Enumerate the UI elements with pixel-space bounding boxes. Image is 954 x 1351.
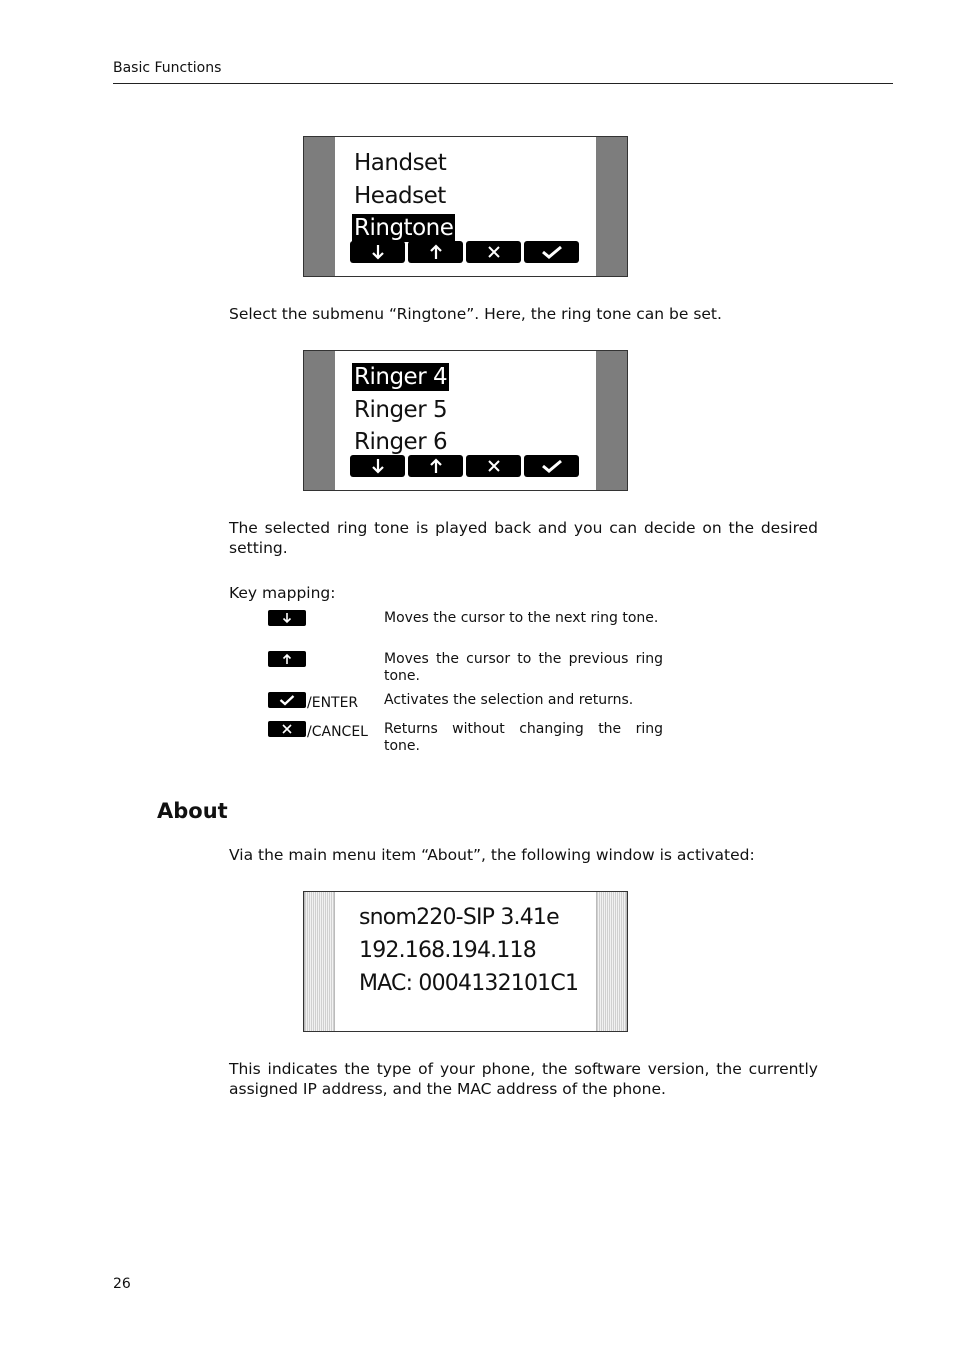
- key-mapping-desc: Moves the cursor to the previous ring tone.: [384, 651, 663, 684]
- key-mapping-desc: Activates the selection and returns.: [384, 692, 634, 708]
- softkey-bar: [350, 241, 579, 263]
- page-number: 26: [113, 1276, 131, 1292]
- key-mapping-key: [268, 721, 368, 741]
- softkey-ok: [524, 455, 579, 477]
- check-icon: [541, 245, 563, 259]
- key-button: [268, 651, 306, 667]
- arrow-down-icon: [282, 612, 292, 624]
- softkey-down: [350, 455, 405, 477]
- softkey-up: [408, 241, 463, 263]
- about-mac-address: MAC: 0004132101C1: [359, 971, 579, 996]
- key-suffix-cancel: /CANCEL: [307, 724, 368, 740]
- paragraph-ring-tone-playback: The selected ring tone is played back and you can decide on the desired setting.: [229, 519, 818, 557]
- arrow-down-icon: [371, 244, 385, 260]
- about-ip-address: 192.168.194.118: [359, 938, 536, 963]
- display-left-bar: [304, 137, 335, 276]
- check-icon: [279, 695, 295, 706]
- softkey-down: [350, 241, 405, 263]
- key-button: [268, 692, 306, 708]
- display-right-bar: [596, 892, 627, 1031]
- key-mapping-desc: Moves the cursor to the next ring tone.: [384, 610, 659, 626]
- paragraph-about-explanation: This indicates the type of your phone, the software version, the currently assigned IP address, and the MAC address of the phone.: [229, 1060, 818, 1098]
- ringer-item: Ringer 6: [354, 429, 448, 455]
- menu-item-ringtone-selected: Ringtone: [354, 215, 454, 241]
- cross-icon: [487, 459, 501, 473]
- phone-display-about: [303, 891, 628, 1032]
- ringer-item: Ringer 5: [354, 397, 448, 423]
- key-mapping-desc: Returns without changing the ring tone.: [384, 721, 663, 754]
- softkey-bar: [350, 455, 579, 477]
- arrow-up-icon: [429, 244, 443, 260]
- key-mapping-title: Key mapping:: [229, 584, 336, 602]
- key-button: [268, 721, 306, 737]
- check-icon: [541, 459, 563, 473]
- softkey-ok: [524, 241, 579, 263]
- paragraph-select-ringtone: Select the submenu “Ringtone”. Here, the ring tone can be set.: [229, 305, 722, 323]
- key-suffix-enter: /ENTER: [307, 695, 359, 711]
- menu-item-headset: Headset: [354, 183, 446, 209]
- display-right-bar: [596, 137, 627, 276]
- display-left-bar: [304, 892, 335, 1031]
- key-mapping-key: [268, 692, 358, 712]
- arrow-up-icon: [429, 458, 443, 474]
- header-divider: [113, 83, 893, 84]
- display-right-bar: [596, 351, 627, 490]
- display-left-bar: [304, 351, 335, 490]
- key-button: [268, 610, 306, 626]
- menu-item-handset: Handset: [354, 150, 447, 176]
- phone-display-submenu: [303, 136, 628, 277]
- key-mapping-key: [268, 651, 307, 668]
- about-model-version: snom220-SIP 3.41e: [359, 905, 559, 930]
- phone-display-ringers: [303, 350, 628, 491]
- softkey-cancel: [466, 455, 521, 477]
- arrow-down-icon: [371, 458, 385, 474]
- ringer-item-selected: Ringer 4: [354, 364, 448, 390]
- header-title: Basic Functions: [113, 60, 222, 76]
- paragraph-about-intro: Via the main menu item “About”, the following window is activated:: [229, 846, 755, 864]
- softkey-cancel: [466, 241, 521, 263]
- cross-icon: [487, 245, 501, 259]
- arrow-up-icon: [282, 653, 292, 665]
- cross-icon: [282, 724, 293, 735]
- section-heading-about: About: [157, 799, 228, 823]
- key-mapping-key: [268, 610, 307, 627]
- softkey-up: [408, 455, 463, 477]
